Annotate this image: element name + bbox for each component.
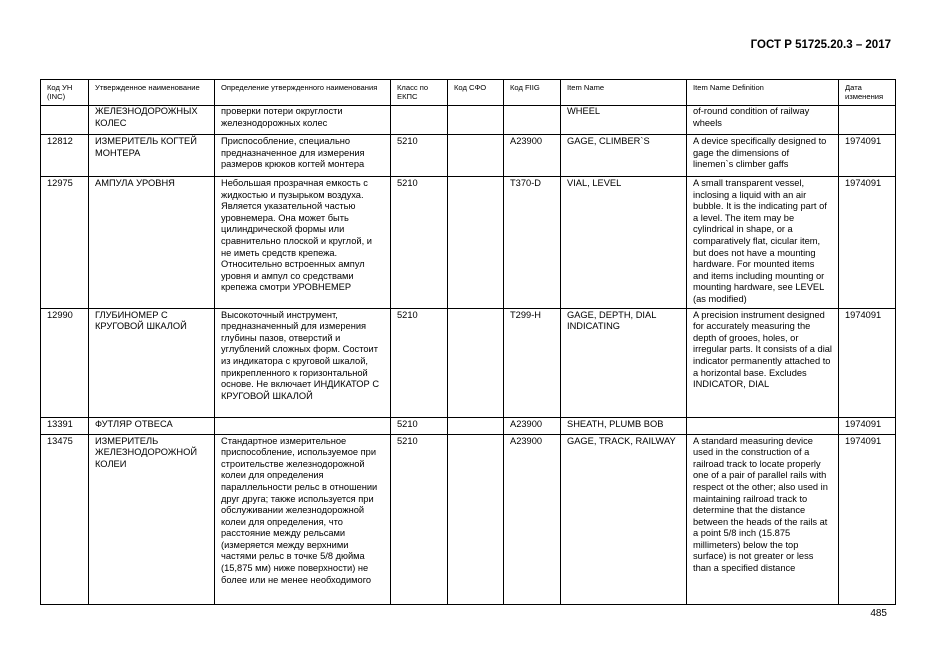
cell-code: 12990 <box>41 308 89 417</box>
cell-date: 1974091 <box>839 434 896 604</box>
cell-fiig: A23900 <box>504 417 561 434</box>
cell-name: ИЗМЕРИТЕЛЬ ЖЕЛЕЗНОДОРОЖНОЙ КОЛЕИ <box>89 434 215 604</box>
header-item-definition: Item Name Definition <box>687 80 839 106</box>
cell-fiig: T370-D <box>504 177 561 309</box>
cell-class: 5210 <box>391 417 448 434</box>
cell-definition: проверки потери округлости железнодорожных колес <box>215 106 391 135</box>
cell-definition: Небольшая прозрачная емкость с жидкостью и пузырьком воздуха. Является указательной частью уровнемера. Она может быть цилиндрической формы или сравнительно плоской и круглой, и не иметь средств крепежа. Относительно встроенных ампул уровня и ампул со средствами крепежа смотри УРОВНЕМЕР <box>215 177 391 309</box>
cell-name: ЖЕЛЕЗНОДОРОЖНЫХ КОЛЕС <box>89 106 215 135</box>
cell-fiig: A23900 <box>504 434 561 604</box>
catalog-table <box>40 79 896 605</box>
header-definition: Определение утвержденного наименования <box>215 80 391 106</box>
cell-sfo <box>448 434 504 604</box>
cell-sfo <box>448 135 504 177</box>
cell-item-name: GAGE, TRACK, RAILWAY <box>561 434 687 604</box>
header-date: Дата изменения <box>839 80 896 106</box>
cell-date: 1974091 <box>839 177 896 309</box>
cell-class <box>391 106 448 135</box>
cell-date: 1974091 <box>839 135 896 177</box>
cell-name: АМПУЛА УРОВНЯ <box>89 177 215 309</box>
cell-sfo <box>448 417 504 434</box>
cell-item-name: SHEATH, PLUMB BOB <box>561 417 687 434</box>
cell-code: 12812 <box>41 135 89 177</box>
cell-date: 1974091 <box>839 308 896 417</box>
cell-class: 5210 <box>391 308 448 417</box>
cell-class: 5210 <box>391 434 448 604</box>
table-row <box>41 177 896 309</box>
cell-item-name: GAGE, DEPTH, DIAL INDICATING <box>561 308 687 417</box>
cell-code: 12975 <box>41 177 89 309</box>
cell-date <box>839 106 896 135</box>
cell-definition: Высокоточный инструмент, предназначенный для измерения глубины пазов, отверстий и углублений сложных форм. Состоит из индикатора с круговой шкалой, прикрепленного к горизонтальной основе. Не включает ИНДИКАТОР С КРУГОВОЙ ШКАЛОЙ <box>215 308 391 417</box>
cell-sfo <box>448 177 504 309</box>
cell-class: 5210 <box>391 135 448 177</box>
table-row <box>41 417 896 434</box>
table-header-row <box>41 80 896 106</box>
cell-code: 13391 <box>41 417 89 434</box>
cell-date: 1974091 <box>839 417 896 434</box>
cell-item-name: WHEEL <box>561 106 687 135</box>
cell-sfo <box>448 308 504 417</box>
cell-item-definition: A precision instrument designed for accurately measuring the depth of grooes, holes, or irregular parts. It consists of a dial indicator permanently attached to a horizontal base. Excludes INDICATOR, DIAL <box>687 308 839 417</box>
cell-sfo <box>448 106 504 135</box>
header-fiig: Код FIIG <box>504 80 561 106</box>
page-number: 485 <box>870 608 887 619</box>
document-standard-header: ГОСТ Р 51725.20.3 – 2017 <box>750 39 891 51</box>
cell-name: ГЛУБИНОМЕР С КРУГОВОЙ ШКАЛОЙ <box>89 308 215 417</box>
cell-fiig: T299-H <box>504 308 561 417</box>
table-row <box>41 135 896 177</box>
cell-fiig: A23900 <box>504 135 561 177</box>
header-approved-name: Утвержденное наименование <box>89 80 215 106</box>
header-item-name: Item Name <box>561 80 687 106</box>
cell-definition: Приспособление, специально предназначенное для измерения размеров крюков когтей монтера <box>215 135 391 177</box>
cell-name: ФУТЛЯР ОТВЕСА <box>89 417 215 434</box>
table-row <box>41 308 896 417</box>
cell-item-definition <box>687 417 839 434</box>
cell-code <box>41 106 89 135</box>
table-row <box>41 434 896 604</box>
cell-item-name: GAGE, CLIMBER`S <box>561 135 687 177</box>
cell-item-definition: A device specifically designed to gage the dimensions of linemen`s climber gaffs <box>687 135 839 177</box>
cell-item-name: VIAL, LEVEL <box>561 177 687 309</box>
cell-fiig <box>504 106 561 135</box>
cell-item-definition: A small transparent vessel, inclosing a liquid with an air bubble. It is the indicating part of a level. The item may be cylindrical in shape, or a comparatively flat, cicular item, but does not have a mounting hardware. For mounted items and items including mounting or mounting hardware, see LEVEL (as modified) <box>687 177 839 309</box>
cell-item-definition: of-round condition of railway wheels <box>687 106 839 135</box>
cell-name: ИЗМЕРИТЕЛЬ КОГТЕЙ МОНТЕРА <box>89 135 215 177</box>
cell-class: 5210 <box>391 177 448 309</box>
table-row <box>41 106 896 135</box>
cell-definition: Стандартное измерительное приспособление, используемое при строительстве железнодорожной колеи для определения параллельности рельс в отношении друг друга; также используется при обслуживании железнодорожной колеи для определения, что расстояние между рельсами (измеряется между верхними частями рельс в точке 5/8 дюйма (15,875 мм) ниже поверхности) не более или не менее необходимого <box>215 434 391 604</box>
header-sfo: Код СФО <box>448 80 504 106</box>
cell-code: 13475 <box>41 434 89 604</box>
cell-item-definition: A standard measuring device used in the construction of a railroad track to locate properly one of a pair of parallel rails with respect ot the other; also used in maintaining railroad track to determine that the distance between the heads of the rails at a point 5/8 inch (15.875 millimeters) below the top surface) is not greater or less than a specified distance <box>687 434 839 604</box>
header-code: Код УН (INC) <box>41 80 89 106</box>
cell-definition <box>215 417 391 434</box>
header-class: Класс по ЕКПС <box>391 80 448 106</box>
